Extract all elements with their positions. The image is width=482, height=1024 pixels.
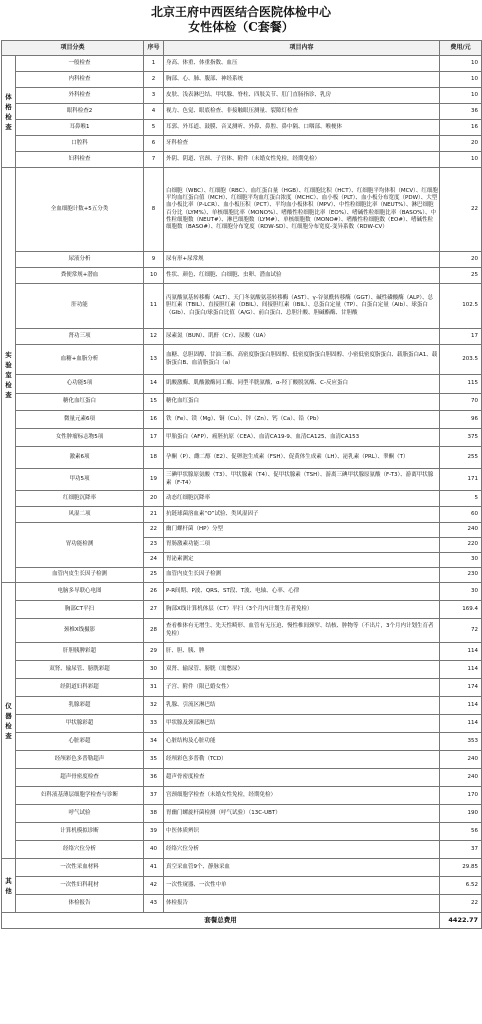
item-price: 230 [440, 568, 482, 583]
item-content: 心脏结构及心脏功能 [164, 733, 440, 751]
item-content: 查看椎体有无增生、先天性畸形、血管有无压迫、慢性椎间颈窄、结核、肿物等（不出片，3个月内计划生育者免检） [164, 619, 440, 643]
item-price: 353 [440, 733, 482, 751]
item-name: 体检报告 [16, 895, 144, 913]
item-price: 5 [440, 491, 482, 507]
item-price: 220 [440, 538, 482, 553]
item-number: 39 [144, 823, 164, 841]
item-content: 一次性窥器、一次性中单 [164, 877, 440, 895]
item-price: 60 [440, 507, 482, 523]
item-price: 114 [440, 697, 482, 715]
table-row [2, 152, 482, 168]
item-content: 耳郭、外耳道、鼓膜、音叉测听、外鼻、鼻腔、鼻中隔、口咽部、喉梗体 [164, 120, 440, 136]
section-label-text: 实验室检查 [5, 351, 12, 399]
table-row [2, 252, 482, 268]
item-name: 眼科检查2 [16, 104, 144, 120]
item-name: 甲功5项 [16, 469, 144, 491]
item-price: 16 [440, 120, 482, 136]
section-label [2, 583, 16, 859]
item-number: 2 [144, 72, 164, 88]
section-label-text: 体格检查 [5, 92, 12, 131]
item-content: P-R间期、P波、QRS、ST段、T波、电轴、心率、心律 [164, 583, 440, 601]
item-number: 29 [144, 643, 164, 661]
item-number: 16 [144, 411, 164, 429]
item-price: 17 [440, 329, 482, 345]
item-content: 中医体质辨识 [164, 823, 440, 841]
item-name: 血管内皮生长因子检测 [16, 568, 144, 583]
item-price: 114 [440, 661, 482, 679]
item-number: 6 [144, 136, 164, 152]
item-content: 身高、体重、体重指数、血压 [164, 56, 440, 72]
item-price: 20 [440, 136, 482, 152]
item-name: 妇科检查 [16, 152, 144, 168]
table-row [2, 583, 482, 601]
item-number: 7 [144, 152, 164, 168]
item-price: 30 [440, 553, 482, 568]
item-name: 口腔科 [16, 136, 144, 152]
item-content: 超声骨密度检查 [164, 769, 440, 787]
item-number: 22 [144, 523, 164, 538]
item-name: 胃功能检测 [16, 523, 144, 568]
table-row [2, 823, 482, 841]
table-row [2, 769, 482, 787]
table-row [2, 411, 482, 429]
item-name: 妇科液基薄层细胞学检查与诊断 [16, 787, 144, 805]
item-name: 血糖+血脂分析 [16, 345, 144, 375]
item-number: 31 [144, 679, 164, 697]
item-name: 尿液分析 [16, 252, 144, 268]
item-number: 9 [144, 252, 164, 268]
item-number: 26 [144, 583, 164, 601]
item-price: 22 [440, 895, 482, 913]
item-price: 203.5 [440, 345, 482, 375]
item-price: 170 [440, 787, 482, 805]
item-name: 内科检查 [16, 72, 144, 88]
table-row [2, 697, 482, 715]
item-number: 15 [144, 394, 164, 411]
item-price: 22 [440, 168, 482, 252]
item-number: 38 [144, 805, 164, 823]
col-content-header: 项目内容 [164, 41, 440, 56]
item-content: 抗链球菌溶血素“O”试验、类风湿因子 [164, 507, 440, 523]
table-row [2, 469, 482, 491]
section-label [2, 56, 16, 168]
item-name: 肾功三项 [16, 329, 144, 345]
item-content: 动态红细胞沉降率 [164, 491, 440, 507]
item-number: 28 [144, 619, 164, 643]
item-name: 红细胞沉降率 [16, 491, 144, 507]
table-body [2, 56, 482, 913]
item-price: 10 [440, 88, 482, 104]
item-price: 102.5 [440, 284, 482, 329]
section-label-text: 其他 [5, 876, 12, 895]
item-name: 激素6项 [16, 447, 144, 469]
item-name: 心功能5项 [16, 375, 144, 394]
item-number: 37 [144, 787, 164, 805]
item-name: 一次性妇科耗材 [16, 877, 144, 895]
table-row [2, 168, 482, 252]
item-price: 115 [440, 375, 482, 394]
item-content: 血管内皮生长因子检测 [164, 568, 440, 583]
item-number: 1 [144, 56, 164, 72]
table-row [2, 679, 482, 697]
item-number: 25 [144, 568, 164, 583]
table-row [2, 733, 482, 751]
item-content: 肝、胆、胰、脾 [164, 643, 440, 661]
item-content: 丙氨酸氨基转移酶（ALT）、天门冬氨酸氨基转移酶（AST）、γ-谷氨酰转移酶（GGT）、碱性磷酸酶（ALP）、总胆红素（TBIL）、直接胆红素（DBIL）、间接胆红素（IBIL）、总蛋白定量（TP）、白蛋白定量（Alb）、球蛋白（Glb）、白蛋白/球蛋白比值（A/G）、前白蛋白、总胆汁酸、胆碱酯酶、甘胆酸 [164, 284, 440, 329]
item-content: 糖化血红蛋白 [164, 394, 440, 411]
table-row [2, 661, 482, 679]
item-content: 三碘甲状腺原氨酸（T3）、甲状腺素（T4）、促甲状腺素（TSH）、游离三碘甲状腺原氨酸（F-T3）、游离甲状腺素（F-T4） [164, 469, 440, 491]
item-content: 经络穴位分析 [164, 841, 440, 859]
item-name: 一次性采血材料 [16, 859, 144, 877]
total-row [2, 913, 482, 929]
table-row [2, 619, 482, 643]
total-label: 套餐总费用 [2, 913, 440, 929]
item-content: 胃泌素测定 [164, 553, 440, 568]
item-name: 甲状腺彩超 [16, 715, 144, 733]
page-header [0, 0, 482, 40]
table-row [2, 643, 482, 661]
table-row [2, 895, 482, 913]
table-row [2, 715, 482, 733]
item-number: 20 [144, 491, 164, 507]
table-row [2, 601, 482, 619]
item-number: 43 [144, 895, 164, 913]
item-name: 心脏彩超 [16, 733, 144, 751]
item-price: 169.4 [440, 601, 482, 619]
item-name: 肝胆胰脾彩超 [16, 643, 144, 661]
item-name: 经颅彩色多普勒超声 [16, 751, 144, 769]
item-number: 36 [144, 769, 164, 787]
item-price: 190 [440, 805, 482, 823]
item-name: 风湿二项 [16, 507, 144, 523]
item-name: 计算机模拟诊断 [16, 823, 144, 841]
item-content: 皮肤、浅表淋巴结、甲状腺、脊柱、四肢关节、肛门直肠指诊、乳房 [164, 88, 440, 104]
table-row [2, 394, 482, 411]
package-table [1, 40, 482, 929]
item-price: 375 [440, 429, 482, 447]
item-number: 35 [144, 751, 164, 769]
item-content: 铁（Fe）、镁（Mg）、铜（Cu）、锌（Zn）、钙（Ca）、铅（Pb） [164, 411, 440, 429]
item-name: 肝功能 [16, 284, 144, 329]
item-number: 40 [144, 841, 164, 859]
item-number: 42 [144, 877, 164, 895]
item-content: 经颅彩色多普勒（TCD） [164, 751, 440, 769]
item-price: 20 [440, 252, 482, 268]
item-number: 11 [144, 284, 164, 329]
table-row [2, 268, 482, 284]
item-price: 37 [440, 841, 482, 859]
table-row [2, 523, 482, 538]
item-name: 女性肿瘤标志物5项 [16, 429, 144, 447]
item-price: 29.85 [440, 859, 482, 877]
item-number: 4 [144, 104, 164, 120]
item-number: 10 [144, 268, 164, 284]
item-number: 27 [144, 601, 164, 619]
table-row [2, 104, 482, 120]
item-number: 23 [144, 538, 164, 553]
item-name: 微量元素6项 [16, 411, 144, 429]
item-price: 171 [440, 469, 482, 491]
table-row [2, 787, 482, 805]
table-row [2, 284, 482, 329]
item-content: 胸部X线计算机体层（CT）平扫（3个月内计划生育者免检） [164, 601, 440, 619]
table-row [2, 56, 482, 72]
item-content: 胸部、心、肺、腹部、神经系统 [164, 72, 440, 88]
page-title: 北京王府中西医结合医院体检中心 [150, 5, 331, 19]
table-row [2, 72, 482, 88]
item-content: 体检报告 [164, 895, 440, 913]
item-price: 255 [440, 447, 482, 469]
item-content: 胃幽门螺旋杆菌检测（呼气试验）（13C-UBT） [164, 805, 440, 823]
item-name: 经阴道妇科彩超 [16, 679, 144, 697]
table-row [2, 859, 482, 877]
item-price: 30 [440, 583, 482, 601]
item-content: 肌酸激酶、肌酸激酶同工酶、同型半胱氨酸、α-羟丁酸脱氢酶、C-反应蛋白 [164, 375, 440, 394]
item-price: 10 [440, 152, 482, 168]
item-price: 6.52 [440, 877, 482, 895]
item-price: 114 [440, 643, 482, 661]
item-price: 240 [440, 769, 482, 787]
item-number: 19 [144, 469, 164, 491]
item-name: 乳腺彩超 [16, 697, 144, 715]
col-category-header: 项目分类 [2, 41, 144, 56]
item-price: 10 [440, 72, 482, 88]
item-number: 18 [144, 447, 164, 469]
item-number: 5 [144, 120, 164, 136]
item-content: 真空采血管9个、静脉采血 [164, 859, 440, 877]
item-content: 尿素氮（BUN）、肌酐（Cr）、尿酸（UA） [164, 329, 440, 345]
item-price: 240 [440, 751, 482, 769]
item-name: 糖化血红蛋白 [16, 394, 144, 411]
item-content: 白细胞（WBC）、红细胞（RBC）、血红蛋白量（HGB）、红细胞比积（HCT）、红细胞平均体积（MCV）、红细胞平均血红蛋白值（MCH）、红细胞平均血红蛋白浓度（MCHC）、血小板（PLT）、血小板分布宽度（PDW）、大型血小板比率（P-LCR）、血小板压积（PCT）、平均血小板体积（MPV）、中性粒细胞比率（NEUT%）、淋巴细胞百分比（LYM%）、单核细胞比率（MONO%）、嗜酸性粒细胞比率（EO%）、嗜碱性粒细胞比率（BASO%）、中性粒细胞数（NEUT#）、淋巴细胞数（LYM#）、单核细胞数（MONO#）、嗜酸性粒细胞数（EO#）、嗜碱性粒细胞数（BASO#）、红细胞分布宽度（RDW-SD）、红细胞分布宽度-变异系数（RDW-CV） [164, 168, 440, 252]
item-content: 牙科检查 [164, 136, 440, 152]
item-name: 颈椎X线摄影 [16, 619, 144, 643]
table-row [2, 88, 482, 104]
table-row [2, 120, 482, 136]
table-row [2, 345, 482, 375]
table-row [2, 491, 482, 507]
total-value: 4422.77 [440, 913, 482, 929]
item-number: 41 [144, 859, 164, 877]
item-number: 24 [144, 553, 164, 568]
item-content: 尿有形+尿常规 [164, 252, 440, 268]
table-row [2, 375, 482, 394]
item-number: 17 [144, 429, 164, 447]
item-number: 13 [144, 345, 164, 375]
section-label-text: 仪器检查 [5, 701, 12, 740]
table-header-row [2, 41, 482, 56]
item-number: 8 [144, 168, 164, 252]
item-number: 3 [144, 88, 164, 104]
item-name: 呼气试验 [16, 805, 144, 823]
table-row [2, 841, 482, 859]
item-number: 21 [144, 507, 164, 523]
item-content: 外阴、阴道、宫颈、子宫体、附件（未婚女性免检，经期免检） [164, 152, 440, 168]
item-name: 双肾、输尿管、膀胱彩超 [16, 661, 144, 679]
table-row [2, 877, 482, 895]
item-number: 30 [144, 661, 164, 679]
item-content: 血糖、总胆固醇、甘油三酯、高密度脂蛋白胆固醇、低密度脂蛋白胆固醇、小密低密度脂蛋白、载脂蛋白A1、载脂蛋白B、血清脂蛋白（a） [164, 345, 440, 375]
item-content: 甲胎蛋白（AFP）、癌胚抗原（CEA）、血清CA19-9、血清CA125、血清CA153 [164, 429, 440, 447]
item-price: 56 [440, 823, 482, 841]
item-name: 全血细胞计数+5五分类 [16, 168, 144, 252]
page-subtitle: 女性体检（C套餐） [188, 20, 294, 34]
table-row [2, 329, 482, 345]
col-price-header: 费用/元 [440, 41, 482, 56]
table-row [2, 447, 482, 469]
item-content: 子宫、附件（限已婚女性） [164, 679, 440, 697]
table-row [2, 805, 482, 823]
table-row [2, 429, 482, 447]
item-content: 胃肠激素功能二项 [164, 538, 440, 553]
item-content: 甲状腺及颈部淋巴结 [164, 715, 440, 733]
item-name: 电脑多导联心电图 [16, 583, 144, 601]
col-no-header: 序号 [144, 41, 164, 56]
item-number: 12 [144, 329, 164, 345]
item-number: 34 [144, 733, 164, 751]
table-row [2, 136, 482, 152]
table-row [2, 751, 482, 769]
item-content: 双肾、输尿管、膀胱（需憋尿） [164, 661, 440, 679]
item-name: 胸部CT平扫 [16, 601, 144, 619]
item-price: 96 [440, 411, 482, 429]
item-name: 一般检查 [16, 56, 144, 72]
item-price: 174 [440, 679, 482, 697]
item-content: 性状、颜色、红细胞、白细胞、虫卵、潜血试验 [164, 268, 440, 284]
item-price: 36 [440, 104, 482, 120]
table-row [2, 568, 482, 583]
item-content: 宫颈细胞学检查（未婚女性免检，经期免检） [164, 787, 440, 805]
item-content: 幽门螺杆菌（HP）分型 [164, 523, 440, 538]
item-content: 视力、色觉、眼底检查、非接触眼压测量、裂隙灯检查 [164, 104, 440, 120]
item-price: 25 [440, 268, 482, 284]
item-content: 乳腺、引流区淋巴结 [164, 697, 440, 715]
item-price: 240 [440, 523, 482, 538]
item-name: 粪便常规+潜血 [16, 268, 144, 284]
item-name: 经络穴位分析 [16, 841, 144, 859]
section-label [2, 168, 16, 583]
item-price: 72 [440, 619, 482, 643]
item-price: 10 [440, 56, 482, 72]
item-number: 14 [144, 375, 164, 394]
item-number: 33 [144, 715, 164, 733]
item-number: 32 [144, 697, 164, 715]
item-name: 外科检查 [16, 88, 144, 104]
table-row [2, 507, 482, 523]
item-name: 超声骨密度检查 [16, 769, 144, 787]
item-price: 114 [440, 715, 482, 733]
item-name: 耳鼻喉1 [16, 120, 144, 136]
item-content: 孕酮（P）、雌二醇（E2）、促卵泡生成素（FSH）、促黄体生成素（LH）、泌乳素（PRL）、睾酮（T） [164, 447, 440, 469]
section-label [2, 859, 16, 913]
item-price: 70 [440, 394, 482, 411]
